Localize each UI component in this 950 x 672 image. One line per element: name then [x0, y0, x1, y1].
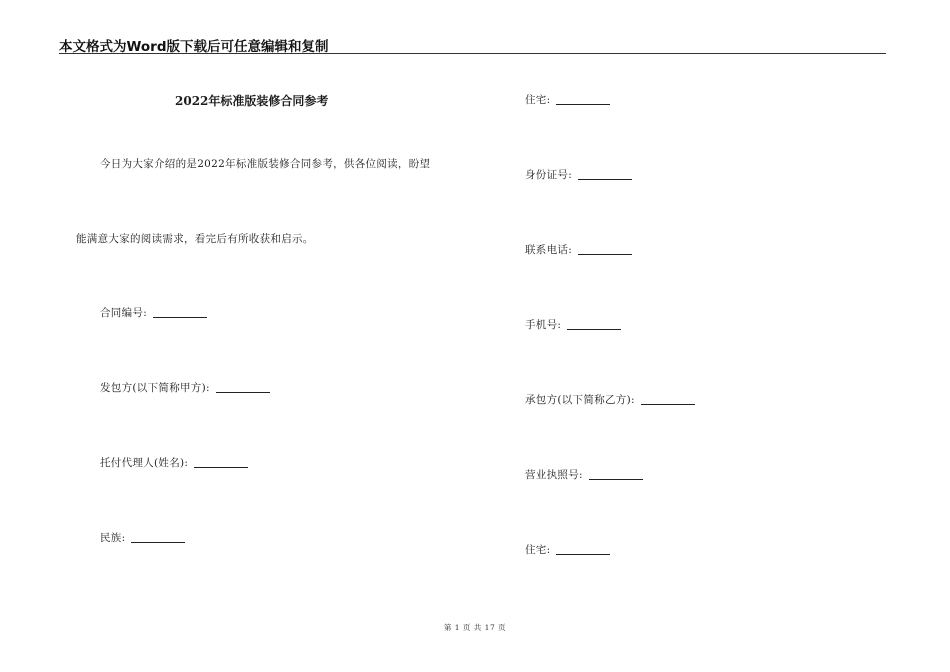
field-label: 手机号: — [525, 319, 562, 331]
field-label: 合同编号: — [100, 307, 148, 319]
document-title: 2022年标准版装修合同参考 — [175, 94, 329, 108]
field-residence-b — [525, 542, 610, 557]
fill-in-blank[interactable] — [556, 544, 610, 555]
field-label: 托付代理人(姓名): — [100, 457, 189, 469]
field-label: 住宅: — [525, 544, 551, 556]
fill-in-blank[interactable] — [567, 319, 621, 330]
fill-in-blank[interactable] — [578, 244, 632, 255]
field-label: 民族: — [100, 532, 126, 544]
page-header — [59, 34, 886, 54]
page-footer: 第 1 页 共 17 页 — [443, 623, 507, 632]
field-party-a — [100, 380, 270, 395]
fill-in-blank[interactable] — [153, 307, 207, 318]
field-id-number — [525, 167, 632, 182]
field-business-license — [525, 467, 643, 482]
header-title: 本文格式为Word版下载后可任意编辑和复制 — [59, 39, 329, 55]
fill-in-blank[interactable] — [194, 457, 248, 468]
field-mobile — [525, 317, 621, 332]
field-phone — [525, 242, 632, 257]
field-ethnicity — [100, 530, 185, 545]
field-residence — [525, 92, 610, 107]
field-label: 身份证号: — [525, 169, 573, 181]
field-authorized-agent — [100, 455, 248, 470]
field-contract-number — [100, 305, 207, 320]
intro-paragraph-line-2: 能满意大家的阅读需求，看完后有所收获和启示。 — [76, 233, 314, 245]
fill-in-blank[interactable] — [556, 94, 610, 105]
fill-in-blank[interactable] — [578, 169, 632, 180]
field-label: 住宅: — [525, 94, 551, 106]
field-label: 承包方(以下简称乙方): — [525, 394, 635, 406]
field-label: 发包方(以下简称甲方): — [100, 382, 210, 394]
fill-in-blank[interactable] — [216, 382, 270, 393]
field-label: 营业执照号: — [525, 469, 583, 481]
field-party-b — [525, 392, 695, 407]
fill-in-blank[interactable] — [641, 394, 695, 405]
fill-in-blank[interactable] — [131, 532, 185, 543]
intro-paragraph-line-1: 今日为大家介绍的是2022年标准版装修合同参考，供各位阅读，盼望 — [100, 158, 431, 170]
field-label: 联系电话: — [525, 244, 573, 256]
fill-in-blank[interactable] — [589, 469, 643, 480]
